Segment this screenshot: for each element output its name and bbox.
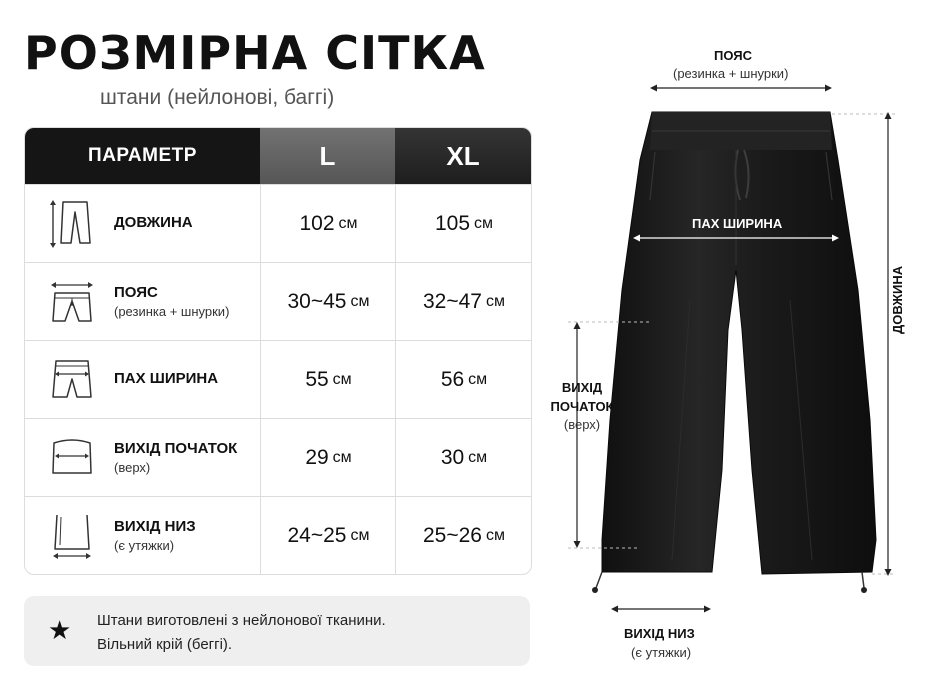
value-l: 29 см [260, 419, 396, 497]
column-header-xl: XL [395, 128, 531, 184]
leg-top-note: (верх) [563, 417, 601, 432]
parameter-name: ВИХІД ПОЧАТОК [114, 440, 238, 457]
parameter-name: ДОВЖИНА [114, 214, 193, 231]
parameter-name: ПАХ ШИРИНА [114, 370, 219, 387]
table-header [25, 128, 531, 184]
parameter-note: (верх) [114, 460, 151, 475]
parameter-cell [25, 497, 260, 575]
waist-note: (резинка + шнурки) [673, 66, 789, 81]
waist-label: ПОЯС [714, 48, 753, 63]
pants-diagram [550, 40, 933, 670]
column-header-parameter: ПАРАМЕТР [25, 128, 260, 184]
value-l: 24~25 см [260, 497, 396, 575]
value-xl: 56 см [395, 341, 532, 419]
parameter-name: ПОЯС [114, 284, 158, 301]
length-label: ДОВЖИНА [890, 265, 905, 334]
pants-length-icon [47, 199, 97, 249]
leg-bottom-label: ВИХІД НИЗ [624, 626, 695, 641]
value-xl: 25~26 см [395, 497, 532, 575]
note-line: Вільний крій (беггі). [97, 636, 233, 653]
page-title: РОЗМІРНА СІТКА [24, 26, 486, 80]
shorts-crotch-icon [47, 355, 97, 405]
page-subtitle: штани (нейлонові, баггі) [100, 86, 335, 109]
crotch-width-label: ПАХ ШИРИНА [692, 216, 783, 231]
leg-opening-bottom-icon [47, 511, 97, 561]
parameter-note: (резинка + шнурки) [114, 304, 230, 319]
star-icon: ★ [48, 616, 72, 646]
parameter-cell [25, 341, 260, 419]
leg-bottom-note: (є утяжки) [631, 645, 692, 660]
fabric-note [24, 596, 530, 666]
table-row [25, 418, 531, 497]
value-xl: 30 см [395, 419, 532, 497]
value-xl: 105 см [395, 185, 532, 263]
table-row [25, 184, 531, 263]
size-table [24, 127, 532, 575]
note-line: Штани виготовлені з нейлонової тканини. [97, 612, 386, 629]
pants-illustration [560, 40, 933, 670]
parameter-name: ВИХІД НИЗ [114, 518, 196, 535]
table-row [25, 340, 531, 419]
waist-icon [47, 277, 97, 327]
value-l: 102 см [260, 185, 396, 263]
leg-top-label-1: ВИХІД [561, 380, 603, 395]
value-l: 30~45 см [260, 263, 396, 341]
table-row [25, 262, 531, 341]
parameter-note: (є утяжки) [114, 538, 175, 553]
value-xl: 32~47 см [395, 263, 532, 341]
parameter-cell [25, 185, 260, 263]
leg-top-label-2: ПОЧАТОК [550, 399, 614, 414]
value-l: 55 см [260, 341, 396, 419]
leg-opening-top-icon [47, 433, 97, 483]
table-row [25, 496, 531, 575]
column-header-l: L [260, 128, 395, 184]
parameter-cell [25, 419, 260, 497]
parameter-cell [25, 263, 260, 341]
